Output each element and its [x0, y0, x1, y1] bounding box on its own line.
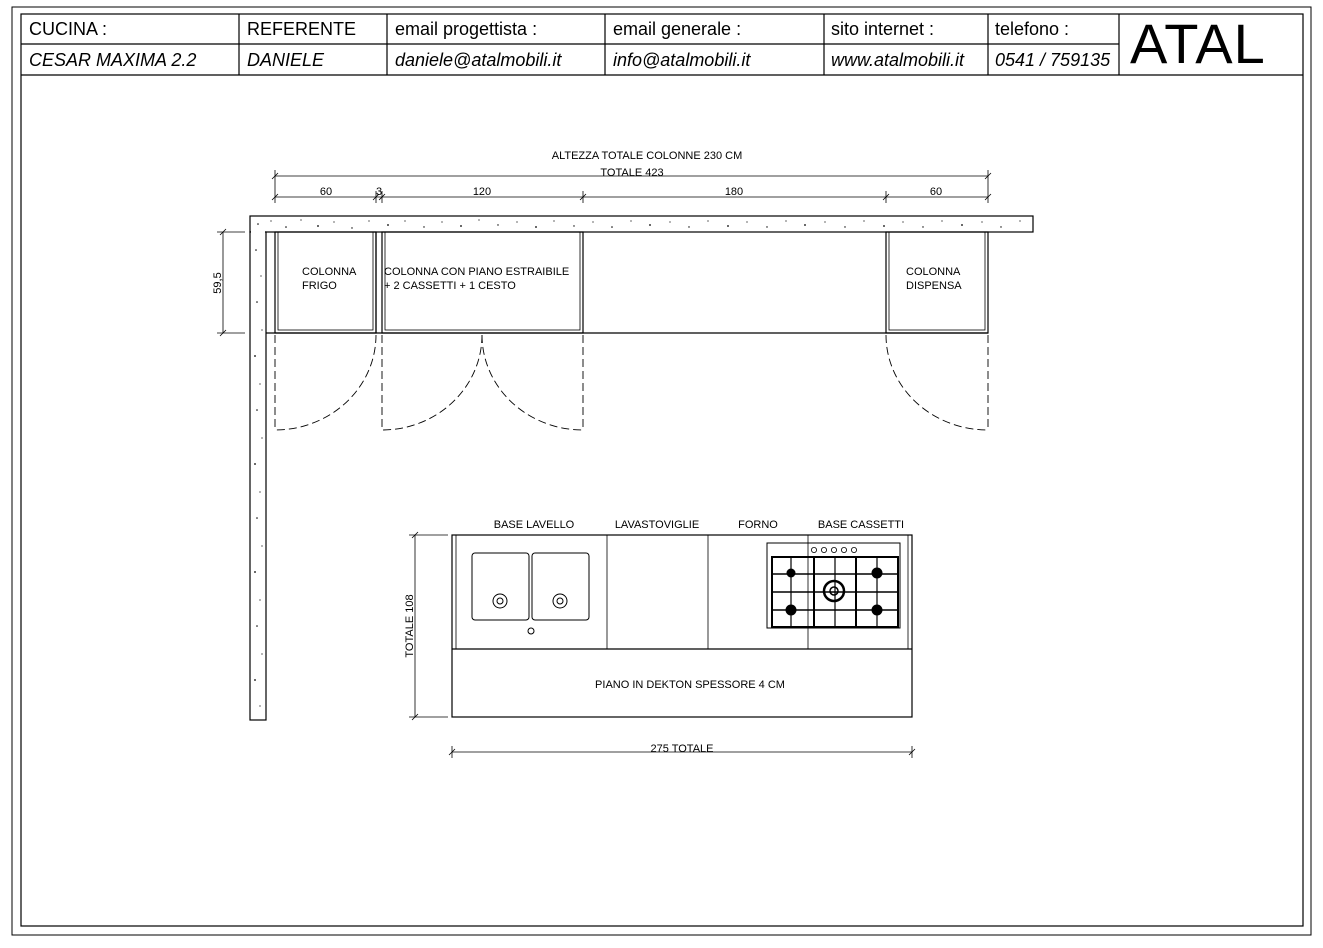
island-dimensions — [409, 532, 915, 758]
wall-worktop-vertical — [250, 232, 266, 720]
column-piano-line2: + 2 CASSETTI + 1 CESTO — [384, 280, 516, 292]
total-note: TOTALE 423 — [600, 167, 664, 179]
email-progettista-label: email progettista : — [395, 19, 538, 39]
segment-label: 60 — [929, 186, 943, 198]
segment-label: 60 — [319, 186, 333, 198]
door-swings — [275, 335, 988, 430]
sito-value[interactable]: www.atalmobili.it — [831, 50, 965, 70]
height-note: ALTEZZA TOTALE COLONNE 230 CM — [551, 150, 743, 162]
worktop-label: PIANO IN DEKTON SPESSORE 4 CM — [595, 679, 785, 691]
sink — [472, 553, 589, 634]
email-generale-label: email generale : — [613, 19, 742, 39]
module-label: BASE LAVELLO — [493, 519, 575, 531]
cucina-label: CUCINA : — [29, 19, 108, 39]
column-piano-line1: COLONNA CON PIANO ESTRAIBILE — [384, 266, 570, 278]
referente-value: DANIELE — [247, 50, 325, 70]
column-dispensa-line1: COLONNA — [906, 266, 961, 278]
outer-frame — [12, 7, 1311, 935]
referente-label: REFERENTE — [247, 19, 357, 39]
depth-label: 59,5 — [212, 272, 224, 294]
telefono-label: telefono : — [995, 19, 1070, 39]
module-label: BASE CASSETTI — [817, 519, 905, 531]
module-label: LAVASTOVIGLIE — [614, 519, 700, 531]
email-progettista-value[interactable]: daniele@atalmobili.it — [395, 50, 562, 70]
telefono-value[interactable]: 0541 / 759135 — [995, 50, 1111, 70]
island-depth-label: TOTALE 108 — [404, 594, 416, 658]
atal-logo: ATAL — [1130, 12, 1266, 75]
island-width-label: 275 TOTALE — [650, 743, 714, 755]
column-frigo-line2: FRIGO — [302, 280, 337, 292]
module-label: FORNO — [738, 519, 778, 531]
cooktop — [767, 543, 900, 628]
sito-label: sito internet : — [831, 19, 935, 39]
segment-label: 120 — [472, 186, 492, 198]
column-dispensa-line2: DISPENSA — [906, 280, 962, 292]
stone-texture — [254, 219, 1021, 706]
email-generale-value[interactable]: info@atalmobili.it — [613, 50, 751, 70]
wall-worktop-horizontal — [250, 216, 1033, 232]
cucina-value: CESAR MAXIMA 2.2 — [29, 50, 197, 70]
segment-label: 3 — [375, 186, 383, 198]
column-frigo-line1: COLONNA — [302, 266, 357, 278]
segment-label: 180 — [724, 186, 744, 198]
